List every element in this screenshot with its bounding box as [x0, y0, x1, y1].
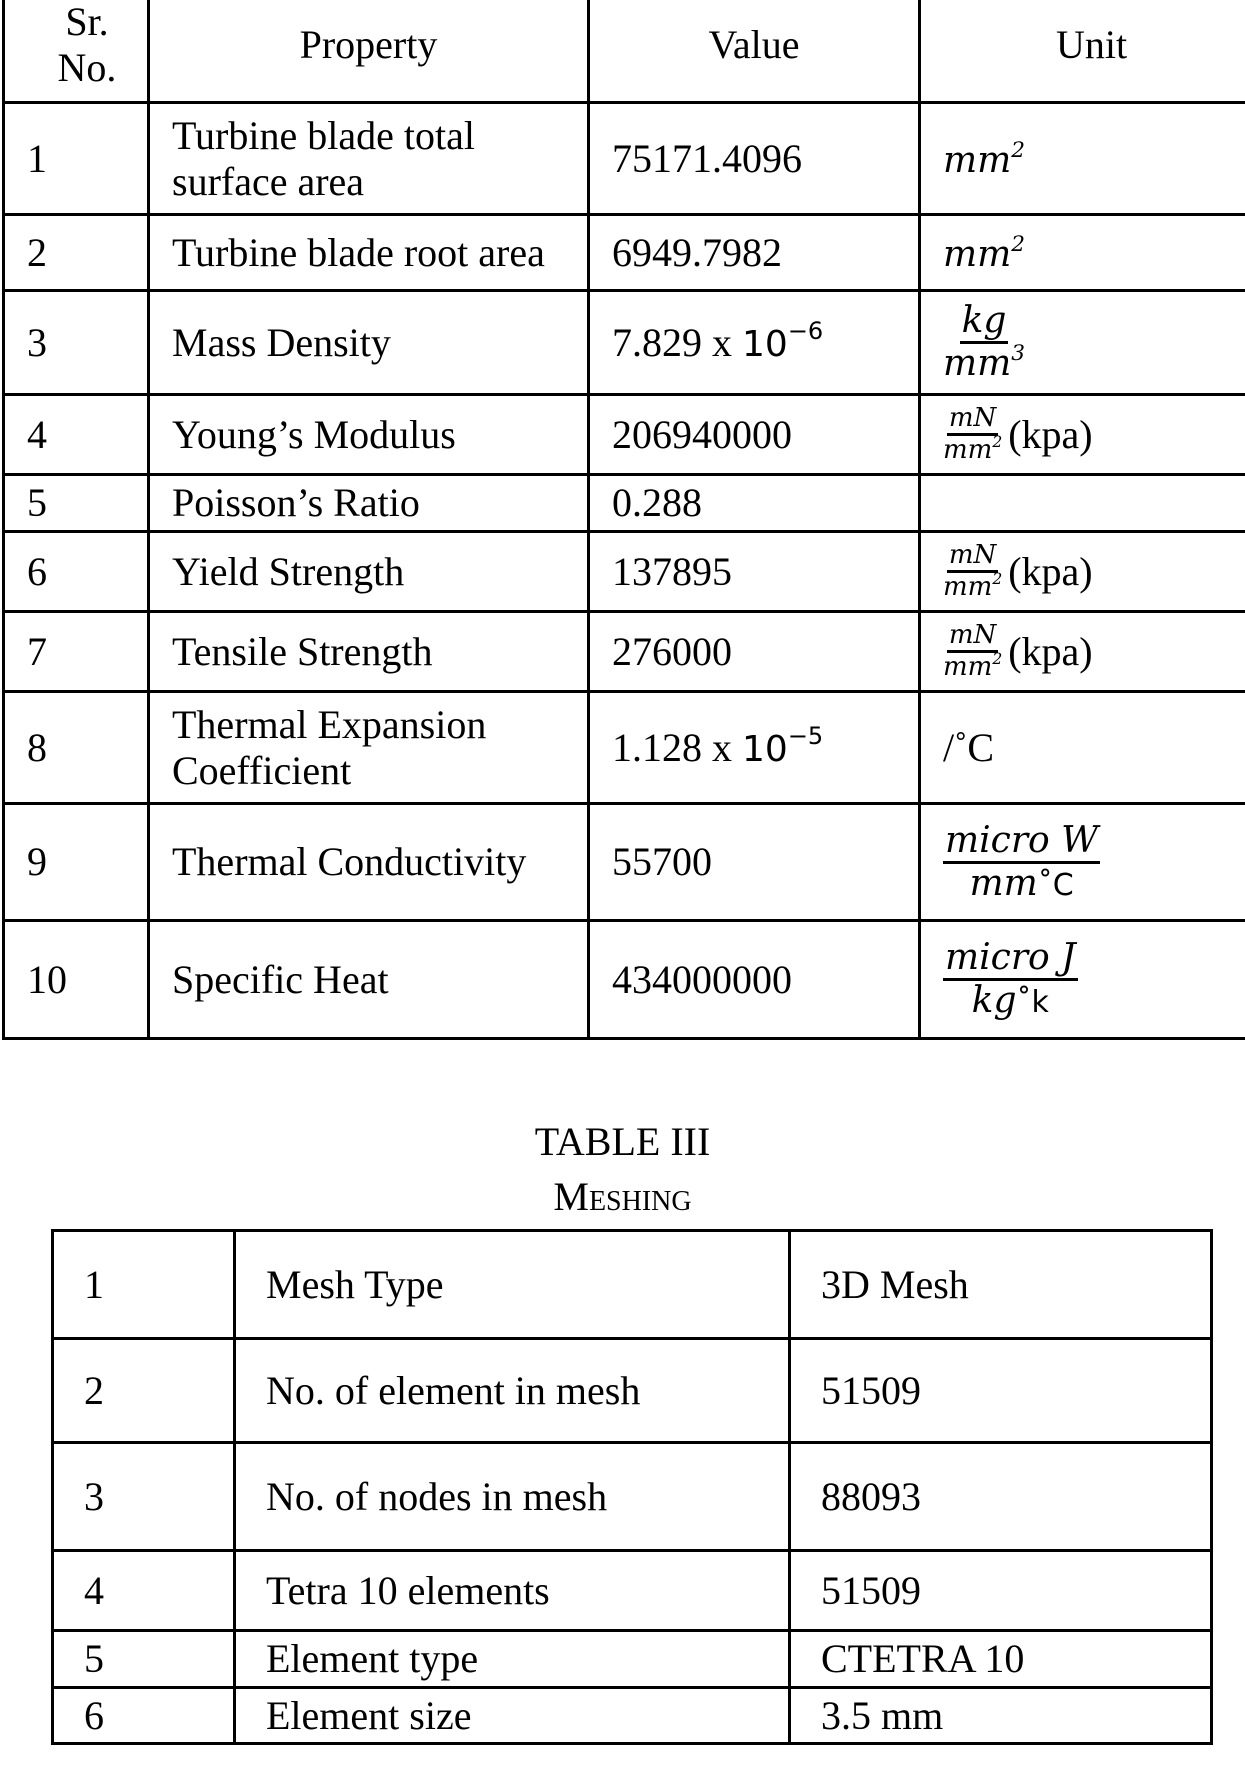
- unit-suffix: (kpa): [1008, 548, 1093, 594]
- table-row: [53, 1551, 1212, 1631]
- unit-fraction: [943, 621, 1002, 681]
- sr-cell: 5: [53, 1631, 235, 1688]
- header-sr-no: [4, 0, 149, 103]
- unit-den-base: mm: [969, 862, 1038, 904]
- value-cell: 0.288: [589, 475, 920, 532]
- unit-cell: [920, 475, 1245, 532]
- sr-cell: 6: [53, 1688, 235, 1744]
- parameter-cell: Tetra 10 elements: [235, 1551, 790, 1631]
- unit-den-base: mm: [943, 435, 993, 465]
- property-cell: Young’s Modulus: [149, 395, 589, 475]
- unit-cell: [920, 804, 1245, 921]
- unit-fraction: [943, 938, 1078, 1020]
- sr-cell: 2: [53, 1339, 235, 1443]
- table-row: [4, 612, 1245, 692]
- header-sr-line1: Sr.: [65, 0, 109, 44]
- value-cell: 3.5 mm: [790, 1688, 1212, 1744]
- unit-suffix: (kpa): [1008, 628, 1093, 674]
- value-cell: [589, 692, 920, 804]
- value-cell: [589, 291, 920, 395]
- table-row: [4, 291, 1245, 395]
- unit-den-suffix: ˚C: [1037, 867, 1074, 903]
- unit-fraction: [943, 821, 1100, 903]
- value-cell: 3D Mesh: [790, 1231, 1212, 1339]
- material-properties-table: [2, 0, 1245, 1040]
- header-sr-line2: No.: [57, 45, 117, 90]
- unit-cell: /˚C: [920, 692, 1245, 804]
- sr-cell: 7: [4, 612, 149, 692]
- unit-cell: [920, 291, 1245, 395]
- table-row: [53, 1688, 1212, 1744]
- unit-suffix: (kpa): [1008, 411, 1093, 457]
- table-header-row: [4, 0, 1245, 103]
- table-row: [53, 1231, 1212, 1339]
- sr-cell: 6: [4, 532, 149, 612]
- unit-numerator: mN: [947, 621, 998, 653]
- sr-cell: 2: [4, 215, 149, 291]
- unit-numerator: kg: [960, 301, 1009, 344]
- value-mantissa: 1.128 x: [612, 724, 742, 770]
- table-row: [4, 921, 1245, 1039]
- unit-den-exponent: 2: [992, 650, 1003, 669]
- value-base: 10: [742, 728, 788, 770]
- unit-den-exponent: 3: [1011, 340, 1026, 366]
- property-cell: Turbine blade root area: [149, 215, 589, 291]
- property-cell: Thermal Expansion Coefficient: [149, 692, 589, 804]
- unit-den-exponent: 2: [992, 433, 1003, 452]
- unit-cell: [920, 921, 1245, 1039]
- unit-den-exponent: 2: [992, 570, 1003, 589]
- value-cell: 206940000: [589, 395, 920, 475]
- unit-denominator: [972, 981, 1049, 1021]
- value-exponent: −6: [787, 316, 824, 345]
- unit-cell: [920, 612, 1245, 692]
- unit-cell: [920, 395, 1245, 475]
- parameter-cell: Element type: [235, 1631, 790, 1688]
- unit-den-base: mm: [943, 652, 993, 682]
- sr-cell: 10: [4, 921, 149, 1039]
- table-row: [4, 103, 1245, 215]
- property-cell: Mass Density: [149, 291, 589, 395]
- table-row: [53, 1631, 1212, 1688]
- unit-numerator: micro J: [943, 938, 1078, 981]
- table-row: [4, 804, 1245, 921]
- unit-numerator: micro W: [943, 821, 1100, 864]
- table-row: [4, 215, 1245, 291]
- unit-den-base: mm: [943, 572, 993, 602]
- unit-base: mm: [943, 233, 1012, 275]
- unit-den-base: mm: [943, 343, 1012, 384]
- property-cell: Thermal Conductivity: [149, 804, 589, 921]
- unit-fraction: [943, 301, 1025, 383]
- value-cell: 88093: [790, 1443, 1212, 1551]
- parameter-cell: No. of element in mesh: [235, 1339, 790, 1443]
- table-caption-number: TABLE III: [534, 1119, 711, 1164]
- header-value: Value: [589, 0, 920, 103]
- value-exponent: −5: [787, 721, 824, 750]
- table-row: [53, 1443, 1212, 1551]
- table-row: [4, 692, 1245, 804]
- unit-denominator: [943, 340, 1026, 384]
- header-unit: Unit: [920, 0, 1245, 103]
- value-cell: 6949.7982: [589, 215, 920, 291]
- table-row: [4, 395, 1245, 475]
- sr-cell: 9: [4, 804, 149, 921]
- unit-cell: [920, 103, 1245, 215]
- value-cell: 276000: [589, 612, 920, 692]
- unit-denominator: [943, 433, 1003, 465]
- header-property: Property: [149, 0, 589, 103]
- unit-fraction: [943, 541, 1002, 601]
- sr-cell: 4: [4, 395, 149, 475]
- property-cell: Poisson’s Ratio: [149, 475, 589, 532]
- unit-denominator: [943, 570, 1003, 602]
- sr-cell: 8: [4, 692, 149, 804]
- sr-cell: 1: [53, 1231, 235, 1339]
- value-cell: 55700: [589, 804, 920, 921]
- property-cell: Tensile Strength: [149, 612, 589, 692]
- table-row: [4, 532, 1245, 612]
- table-row: [4, 475, 1245, 532]
- unit-exponent: 2: [1011, 137, 1026, 163]
- parameter-cell: Mesh Type: [235, 1231, 790, 1339]
- value-mantissa: 7.829 x: [612, 319, 742, 365]
- unit-base: mm: [943, 139, 1012, 181]
- table-caption-title: Meshing: [553, 1174, 692, 1219]
- unit-numerator: mN: [947, 541, 998, 573]
- unit-denominator: [969, 864, 1073, 904]
- unit-fraction: [943, 404, 1002, 464]
- parameter-cell: No. of nodes in mesh: [235, 1443, 790, 1551]
- sr-cell: 5: [4, 475, 149, 532]
- unit-den-base: kg: [971, 980, 1017, 1021]
- value-cell: 434000000: [589, 921, 920, 1039]
- unit-numerator: mN: [947, 404, 998, 436]
- sr-cell: 3: [53, 1443, 235, 1551]
- value-cell: CTETRA 10: [790, 1631, 1212, 1688]
- value-cell: 75171.4096: [589, 103, 920, 215]
- unit-den-suffix: ˚k: [1016, 985, 1049, 1020]
- parameter-cell: Element size: [235, 1688, 790, 1744]
- sr-cell: 1: [4, 103, 149, 215]
- value-cell: 51509: [790, 1339, 1212, 1443]
- sr-cell: 4: [53, 1551, 235, 1631]
- property-cell: Specific Heat: [149, 921, 589, 1039]
- unit-exponent: 2: [1011, 231, 1026, 257]
- property-cell: Turbine blade total surface area: [149, 103, 589, 215]
- sr-cell: 3: [4, 291, 149, 395]
- unit-cell: [920, 215, 1245, 291]
- table-row: [53, 1339, 1212, 1443]
- value-base: 10: [742, 323, 788, 365]
- meshing-table: [51, 1229, 1213, 1745]
- value-cell: 137895: [589, 532, 920, 612]
- value-cell: 51509: [790, 1551, 1212, 1631]
- unit-denominator: [943, 650, 1003, 682]
- property-cell: Yield Strength: [149, 532, 589, 612]
- unit-cell: [920, 532, 1245, 612]
